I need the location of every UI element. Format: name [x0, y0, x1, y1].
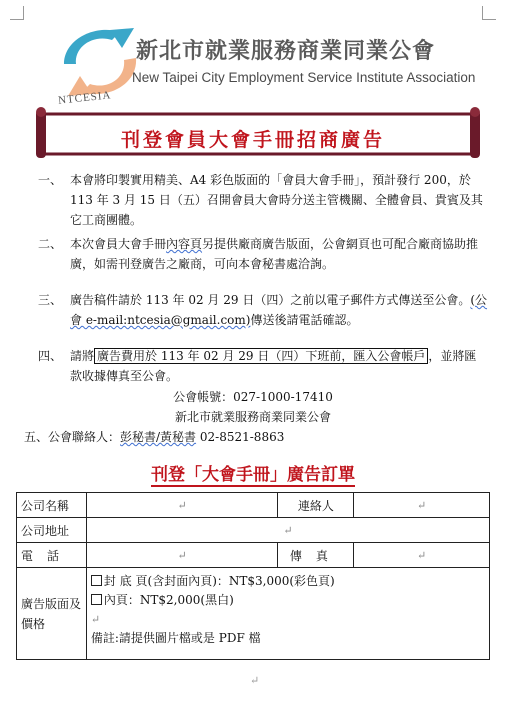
- notice-item-1: [38, 170, 488, 230]
- contact-person-field[interactable]: ↵: [354, 493, 490, 518]
- notice-item-2: [38, 234, 488, 274]
- ad-options-cell: [86, 568, 489, 660]
- form-title-text: 刊登「大會手冊」廣告訂單: [151, 465, 355, 485]
- contact-label: 五、公會聯絡人：: [24, 430, 121, 444]
- company-name-field[interactable]: ↵: [86, 493, 278, 518]
- label-company-address: 公司地址: [17, 518, 87, 543]
- item-number: 四、: [38, 349, 63, 363]
- phone-field[interactable]: ↵: [86, 543, 278, 568]
- label-contact-person: 連絡人: [278, 493, 354, 518]
- fax-field[interactable]: ↵: [354, 543, 490, 568]
- notice-item-3: [38, 290, 488, 330]
- item-number: 三、: [38, 293, 63, 307]
- account-name: 新北市就業服務商業同業公會: [174, 410, 331, 424]
- crop-mark-top-right: [482, 6, 496, 20]
- checkbox-icon[interactable]: [91, 575, 102, 586]
- contact-line: [24, 428, 284, 445]
- org-name-en: New Taipei City Employment Service Institute Association: [132, 70, 476, 85]
- notice-item-4: [38, 346, 488, 386]
- item-number: 一、: [38, 173, 63, 187]
- logo-abbreviation: NTCESIA: [57, 89, 112, 107]
- company-address-field[interactable]: ↵: [86, 518, 489, 543]
- order-form-table: [16, 492, 490, 660]
- table-row: [17, 543, 490, 568]
- item-text: ，並將匯款收據傳真至公會。: [70, 349, 477, 383]
- item-text: 本次會員大會手冊: [70, 237, 167, 251]
- notice-list: [38, 170, 488, 386]
- item-text: 傳送後請電話確認。: [250, 313, 359, 327]
- checkbox-icon[interactable]: [91, 594, 102, 605]
- item-text: 廣告稿件請於 113 年 02 月 29 日（四）之前以電子郵件方式傳送至公會。: [70, 293, 471, 307]
- contact-phone: 02-8521-8863: [199, 430, 285, 444]
- item-text: 請將: [70, 349, 95, 363]
- contact-person: 彭秘書/黃秘書: [120, 430, 197, 444]
- table-row: [17, 493, 490, 518]
- boxed-deadline: 廣告費用於 113 年 02 月 29 日（四）下班前，匯入公會帳戶: [94, 348, 428, 364]
- form-title: [0, 460, 506, 485]
- item-highlight: 內容頁: [166, 237, 203, 251]
- option-inner[interactable]: 內頁：NT$2,000(黑白): [91, 591, 485, 610]
- crop-mark-top-left: [10, 6, 24, 20]
- label-ad-pricing: 廣告版面及價格: [17, 568, 87, 660]
- label-phone: 電話: [17, 543, 87, 568]
- item-text: 本會將印製實用精美、A4 彩色版面的「會員大會手冊」，預計發行 200，於 113 年 3 月 15 日（五）召開會員大會時分送主管機關、全體會員、貴賓及其它工商團體。: [70, 173, 483, 227]
- table-row: [17, 568, 490, 660]
- label-company-name: 公司名稱: [17, 493, 87, 518]
- page-title: 刊登會員大會手冊招商廣告: [120, 129, 385, 151]
- paragraph-mark-icon: ↵: [250, 674, 260, 687]
- item-number: 二、: [38, 237, 63, 251]
- email-text: (公會 e-mail:ntcesia@gmail.com): [70, 293, 488, 327]
- org-name-zh: 新北市就業服務商業同業公會: [136, 39, 436, 64]
- label-fax: 傳真: [278, 543, 354, 568]
- item-text: 另提供廠商廣告版面，公會網頁也可配合廠商協助推廣，如需刊登廣告之廠商，可向本會秘書處洽詢。: [70, 237, 479, 271]
- form-note: 備註:請提供圖片檔或是 PDF 檔: [90, 631, 261, 645]
- account-number: 公會帳號：027-1000-17410: [173, 390, 333, 404]
- option-cover[interactable]: 封 底 頁(含封面內頁)：NT$3,000(彩色頁): [91, 572, 485, 591]
- table-row: [17, 518, 490, 543]
- paragraph-mark-icon: ↵: [90, 613, 101, 626]
